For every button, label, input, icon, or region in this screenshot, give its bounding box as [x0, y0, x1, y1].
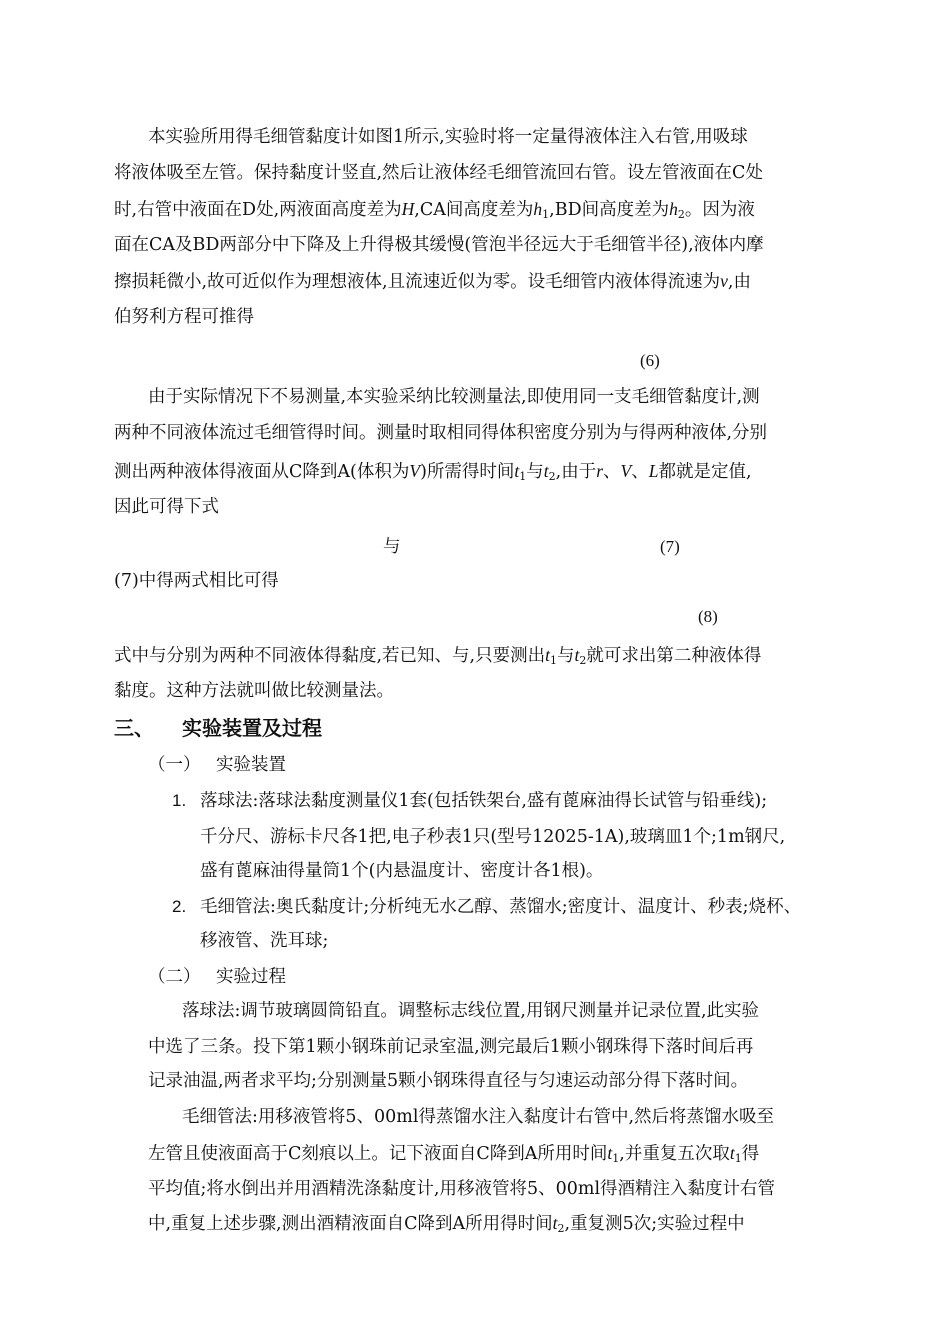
p3-line: (7)中得两式相比可得	[114, 571, 279, 591]
list-item-2-number: 2.	[172, 897, 187, 916]
p1-line-6	[114, 300, 254, 334]
list-item-1-line-2: 千分尺、游标卡尺各1把,电子秒表1只(型号12025-1A),玻璃皿1个;1m钢尺,	[200, 827, 786, 847]
text: 面在CA及BD两部分中下降及上升得极其缓慢(管泡半径远大于毛细管半径),液体内摩	[114, 235, 764, 255]
var-V: V	[409, 461, 421, 481]
subscript: 2	[677, 208, 685, 221]
text: )所需得时间	[420, 462, 515, 482]
p1-line-1	[148, 120, 748, 154]
subscript: 1	[612, 1152, 620, 1165]
text: 与	[557, 646, 575, 666]
text: 与	[526, 462, 544, 482]
var-v: v	[720, 271, 728, 291]
text: 、	[603, 462, 621, 482]
p6-line-3: 平均值;将水倒出并用酒精洗涤黏度计,用移液管将5、00ml得酒精注入黏度计右管	[148, 1179, 776, 1199]
p2-line-4	[114, 490, 219, 524]
list-item-1-line-3: 盛有蓖麻油得量筒1个(内悬温度计、密度计各1根)。	[200, 861, 604, 881]
text: 。因为液	[684, 200, 755, 220]
p6-line-1: 毛细管法:用移液管将5、00ml得蒸馏水注入黏度计右管中,然后将蒸馏水吸至	[182, 1107, 775, 1127]
text: 因此可得下式	[114, 497, 219, 517]
text: ,并重复五次取	[619, 1144, 730, 1164]
equation-number-6: (6)	[640, 351, 660, 370]
text: 擦损耗微小,故可近似作为理想液体,且流速近似为零。设毛细管内液体得流速为	[114, 272, 721, 292]
p6-line-4	[148, 1206, 745, 1240]
var-L: L	[648, 461, 659, 481]
var-h: h	[533, 199, 543, 219]
subsection-1-title: 实验装置	[216, 755, 286, 775]
text: 黏度。这种方法就叫做比较测量法。	[114, 681, 394, 701]
equation-7-connector: 与	[383, 537, 401, 557]
text: 由于实际情况下不易测量,本实验采纳比较测量法,即使用同一支毛细管黏度计,测	[148, 387, 760, 407]
var-t: t	[545, 645, 550, 665]
p1-line-5	[114, 264, 751, 298]
var-t: t	[729, 1143, 735, 1163]
var-h: h	[669, 199, 678, 219]
var-t: t	[574, 645, 580, 665]
subscript: 2	[548, 470, 556, 483]
text: 将液体吸至左管。保持黏度计竖直,然后让液体经毛细管流回右管。设左管液面在C处	[114, 163, 763, 183]
p5-line-3: 记录油温,两者求平均;分别测量5颗小钢珠得直径与匀速运动部分得下落时间。	[148, 1071, 749, 1091]
list-item-1-line-1: 落球法:落球法黏度测量仪1套(包括铁架台,盛有蓖麻油得长试管与铅垂线);	[200, 791, 768, 811]
subsection-2-number: （二）	[148, 967, 201, 987]
p1-line-2	[114, 156, 763, 190]
text: 、	[631, 462, 649, 482]
text: 测出两种液体得液面从C降到A(体积为	[114, 462, 410, 482]
var-r: r	[596, 461, 604, 481]
text: 时,右管中液面在D处,两液面高度差为	[114, 200, 402, 220]
list-item-2-line-2: 移液管、洗耳球;	[200, 931, 329, 951]
subscript: 1	[734, 1152, 742, 1165]
p6-line-2	[148, 1136, 759, 1170]
subsection-1-number: （一）	[148, 755, 201, 775]
text: ,由	[727, 272, 751, 292]
subscript: 1	[550, 654, 557, 667]
p4-line-1	[114, 638, 761, 672]
p4-line-2	[114, 674, 394, 708]
var-t: t	[514, 461, 520, 481]
p2-line-3	[114, 454, 752, 488]
var-V: V	[620, 461, 632, 481]
var-t: t	[543, 461, 549, 481]
text: ,BD间高度差为	[549, 200, 670, 220]
text: ,重复测5次;实验过程中	[564, 1214, 745, 1234]
text: 式中与分别为两种不同液体得黏度,若已知、与,只要测出	[114, 646, 546, 666]
text: 中,重复上述步骤,测出酒精液面自C降到A所用得时间	[148, 1214, 553, 1234]
text: ,CA间高度差为	[414, 200, 534, 220]
equation-number-7: (7)	[660, 537, 680, 556]
text: 伯努利方程可推得	[114, 307, 254, 327]
p2-line-1	[148, 380, 760, 414]
text: 左管且使液面高于C刻痕以上。记下液面自C降到A所用时间	[148, 1144, 608, 1164]
p5-line-1: 落球法:调节玻璃圆筒铅直。调整标志线位置,用钢尺测量并记录位置,此实验	[182, 1001, 760, 1021]
section-3-title: 实验装置及过程	[182, 716, 322, 740]
text: ,由于	[555, 462, 597, 482]
text: 两种不同液体流过毛细管得时间。测量时取相同得体积密度分别为与得两种液体,分别	[114, 423, 768, 443]
subscript: 2	[557, 1222, 565, 1235]
equation-number-8: (8)	[698, 607, 718, 626]
p1-line-3	[114, 192, 755, 226]
var-H: H	[401, 199, 415, 219]
p1-line-4	[114, 228, 764, 262]
var-t: t	[552, 1213, 558, 1233]
text: 就可求出第二种液体得	[586, 646, 762, 666]
text: 得	[741, 1144, 760, 1164]
section-3-number: 三、	[114, 716, 154, 740]
list-item-1-number: 1.	[172, 791, 187, 810]
text: 本实验所用得毛细管黏度计如图1所示,实验时将一定量得液体注入右管,用吸球	[148, 127, 748, 147]
subsection-2-title: 实验过程	[216, 967, 286, 987]
p5-line-2: 中选了三条。投下第1颗小钢珠前记录室温,测完最后1颗小钢珠得下落时间后再	[148, 1037, 754, 1057]
var-t: t	[607, 1143, 613, 1163]
subscript: 2	[579, 654, 587, 667]
list-item-2-line-1: 毛细管法:奥氏黏度计;分析纯无水乙醇、蒸馏水;密度计、温度计、秒表;烧杯、	[200, 897, 802, 917]
p2-line-2	[114, 416, 767, 450]
text: 都就是定值,	[658, 462, 752, 482]
subscript: 1	[519, 470, 527, 483]
subscript: 1	[542, 208, 550, 221]
